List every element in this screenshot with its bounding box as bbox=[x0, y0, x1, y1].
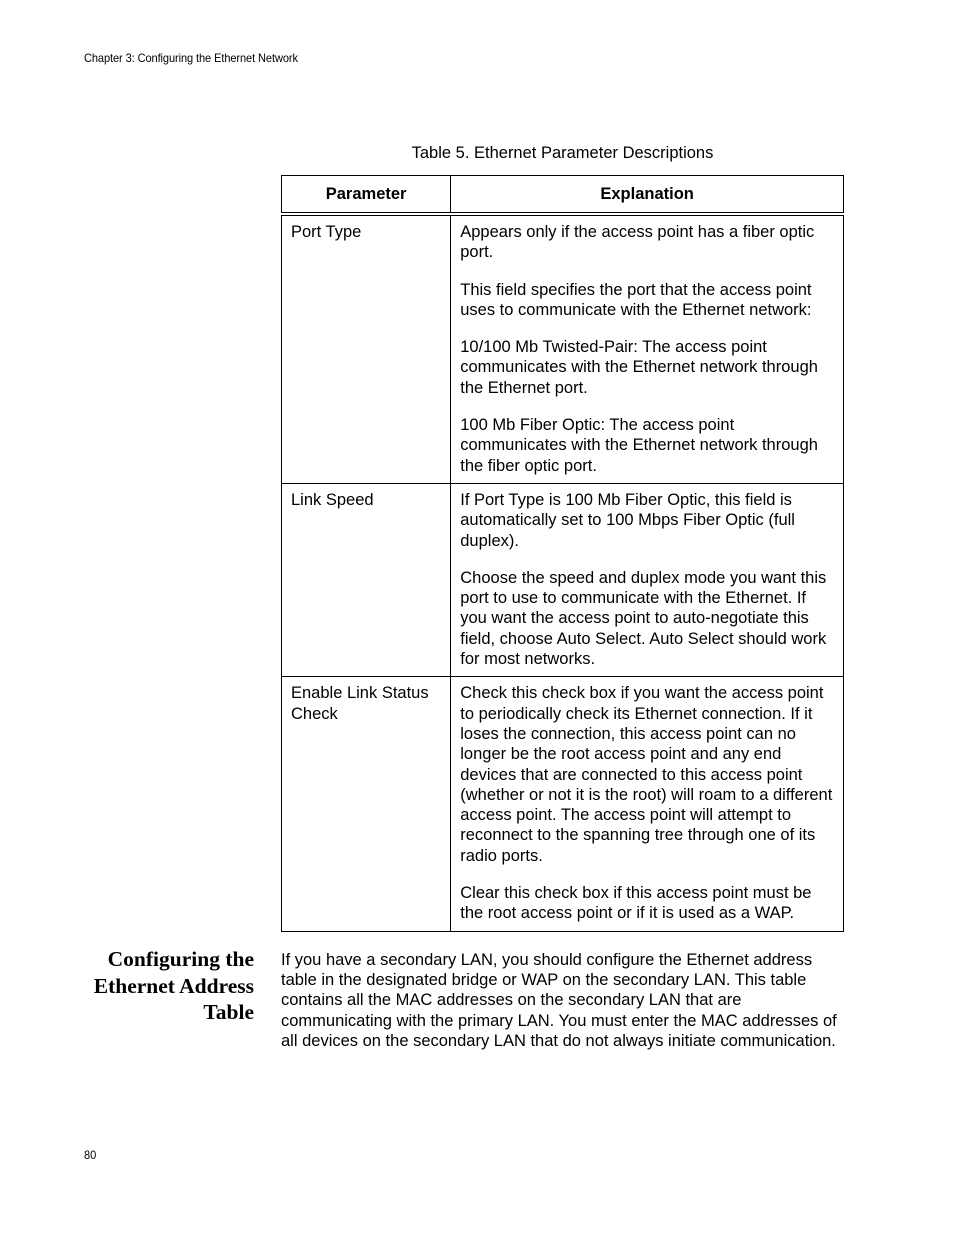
explanation-paragraph: 100 Mb Fiber Optic: The access point communicates with the Ethernet network through the fiber optic port. bbox=[460, 416, 818, 475]
explanation-paragraph: Clear this check box if this access point must be the root access point or if it is used as a WAP. bbox=[460, 884, 812, 923]
explanation-cell-port-type bbox=[451, 214, 844, 483]
explanation-paragraph: Appears only if the access point has a fiber optic port. bbox=[460, 223, 815, 262]
parameter-cell-link-speed: Link Speed bbox=[282, 483, 451, 676]
section-heading: Configuring the Ethernet Address Table bbox=[93, 947, 254, 1024]
table-header-row bbox=[282, 176, 844, 215]
explanation-paragraph: This field specifies the port that the access point uses to communicate with the Ethernet network: bbox=[460, 280, 812, 319]
column-header-parameter: Parameter bbox=[282, 176, 451, 215]
parameter-cell-port-type: Port Type bbox=[282, 214, 451, 483]
ethernet-parameter-table bbox=[281, 175, 844, 932]
explanation-paragraph: If Port Type is 100 Mb Fiber Optic, this field is automatically set to 100 Mbps Fiber Optic (full duplex). bbox=[460, 490, 795, 550]
page-number: 80 bbox=[84, 1148, 97, 1162]
table-caption: Table 5. Ethernet Parameter Descriptions bbox=[411, 144, 714, 162]
explanation-paragraph: Choose the speed and duplex mode you want this port to use to communicate with the Ethernet. If you want the access point to auto-negotiate this field, choose Auto Select. Auto Select should work for most networks. bbox=[460, 568, 827, 669]
explanation-cell-link-speed bbox=[451, 483, 844, 676]
table-row bbox=[282, 214, 844, 483]
table-row bbox=[282, 483, 844, 676]
column-header-explanation: Explanation bbox=[451, 176, 844, 215]
explanation-paragraph: Check this check box if you want the access point to periodically check its Ethernet connection. If it loses the connection, this access point can no longer be the root access point and any end devices that are connected to this access point (whether or not it is the root) will roam to a different access point. The access point will attempt to reconnect to the spanning tree through one of its radio ports. bbox=[460, 684, 833, 865]
running-header: Chapter 3: Configuring the Ethernet Network bbox=[84, 51, 298, 65]
table-row bbox=[282, 677, 844, 931]
parameter-cell-enable-link-status-check: Enable Link Status Check bbox=[282, 677, 451, 931]
explanation-cell-enable-link-status-check bbox=[451, 677, 844, 931]
explanation-paragraph: 10/100 Mb Twisted-Pair: The access point communicates with the Ethernet network through the Ethernet port. bbox=[460, 338, 818, 397]
section-body-paragraph: If you have a secondary LAN, you should configure the Ethernet address table in the designated bridge or WAP on the secondary LAN. This table contains all the MAC addresses on the secondary LAN that are communicating with the primary LAN. You must enter the MAC addresses of all devices on the secondary LAN that do not always initiate communication. bbox=[281, 951, 837, 1050]
